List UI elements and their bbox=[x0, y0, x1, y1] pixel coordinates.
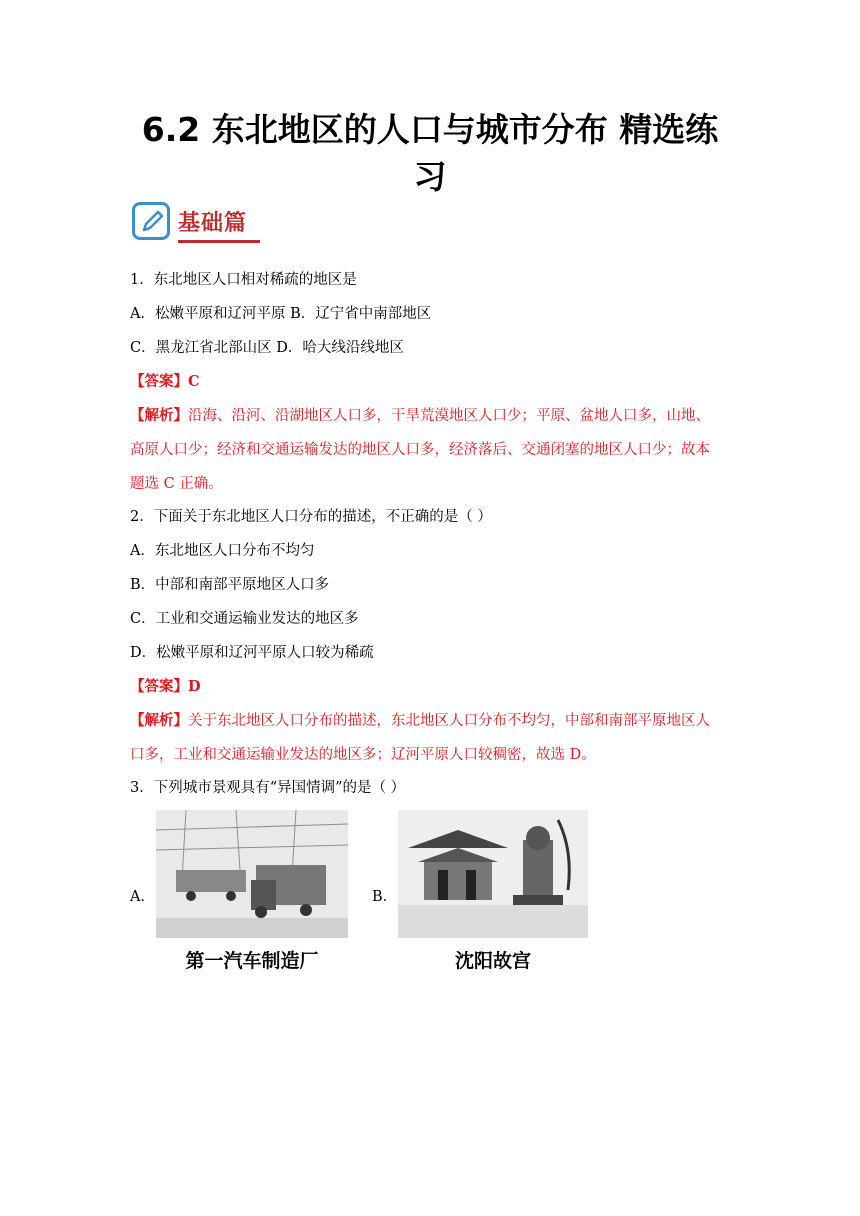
q3-caption-b: 沈阳故宫 bbox=[454, 950, 531, 972]
q3-stem: 3．下列城市景观具有“异国情调”的是（ ） bbox=[130, 780, 406, 796]
q1-options-cd: C．黑龙江省北部山区 D．哈大线沿线地区 bbox=[130, 340, 404, 356]
q1-analysis-line-1 bbox=[130, 406, 710, 426]
section-badge-underline bbox=[178, 240, 260, 243]
q2-analysis-line-1 bbox=[130, 711, 710, 731]
q1-analysis-line-3: 题选 C 正确。 bbox=[130, 476, 223, 492]
section-badge-label: 基础篇 bbox=[178, 211, 248, 236]
q1-stem: 1．东北地区人口相对稀疏的地区是 bbox=[130, 272, 357, 288]
palace-photo bbox=[398, 810, 588, 938]
page-title bbox=[110, 106, 750, 200]
q2-option-b: B．中部和南部平原地区人口多 bbox=[130, 577, 330, 593]
q2-option-a: A．东北地区人口分布不均匀 bbox=[130, 543, 315, 559]
q3-option-a-label: A． bbox=[130, 889, 155, 905]
q2-answer: 【答案】D bbox=[130, 678, 201, 695]
q2-stem: 2．下面关于东北地区人口分布的描述，不正确的是（ ） bbox=[130, 509, 492, 525]
title-line-1: 6.2 东北地区的人口与城市分布 精选练 bbox=[141, 110, 719, 149]
q1-answer: 【答案】C bbox=[130, 373, 200, 390]
q2-option-d: D．松嫩平原和辽河平原人口较为稀疏 bbox=[130, 645, 374, 661]
q3-option-b-label: B． bbox=[372, 889, 398, 905]
q2-analysis-line-2: 口多，工业和交通运输业发达的地区多；辽河平原人口较稠密，故选 D。 bbox=[130, 747, 596, 763]
section-badge bbox=[130, 200, 265, 248]
q2-option-c: C．工业和交通运输业发达的地区多 bbox=[130, 611, 359, 627]
pencil-icon bbox=[132, 202, 170, 240]
q2-analysis-tag: 【解析】 bbox=[130, 712, 188, 729]
title-line-2: 习 bbox=[413, 157, 447, 196]
q1-analysis-text-1: 沿海、沿河、沿湖地区人口多，干旱荒漠地区人口少；平原、盆地人口多，山地、 bbox=[188, 408, 710, 424]
factory-photo bbox=[156, 810, 348, 938]
q1-analysis-tag: 【解析】 bbox=[130, 407, 188, 424]
q3-caption-a: 第一汽车制造厂 bbox=[185, 950, 319, 972]
q1-analysis-line-2: 高原人口少；经济和交通运输发达的地区人口多，经济落后、交通闭塞的地区人口少；故本 bbox=[130, 442, 710, 458]
q2-analysis-text-1: 关于东北地区人口分布的描述，东北地区人口分布不均匀，中部和南部平原地区人 bbox=[188, 713, 710, 729]
q1-options-ab: A．松嫩平原和辽河平原 B．辽宁省中南部地区 bbox=[130, 306, 432, 322]
